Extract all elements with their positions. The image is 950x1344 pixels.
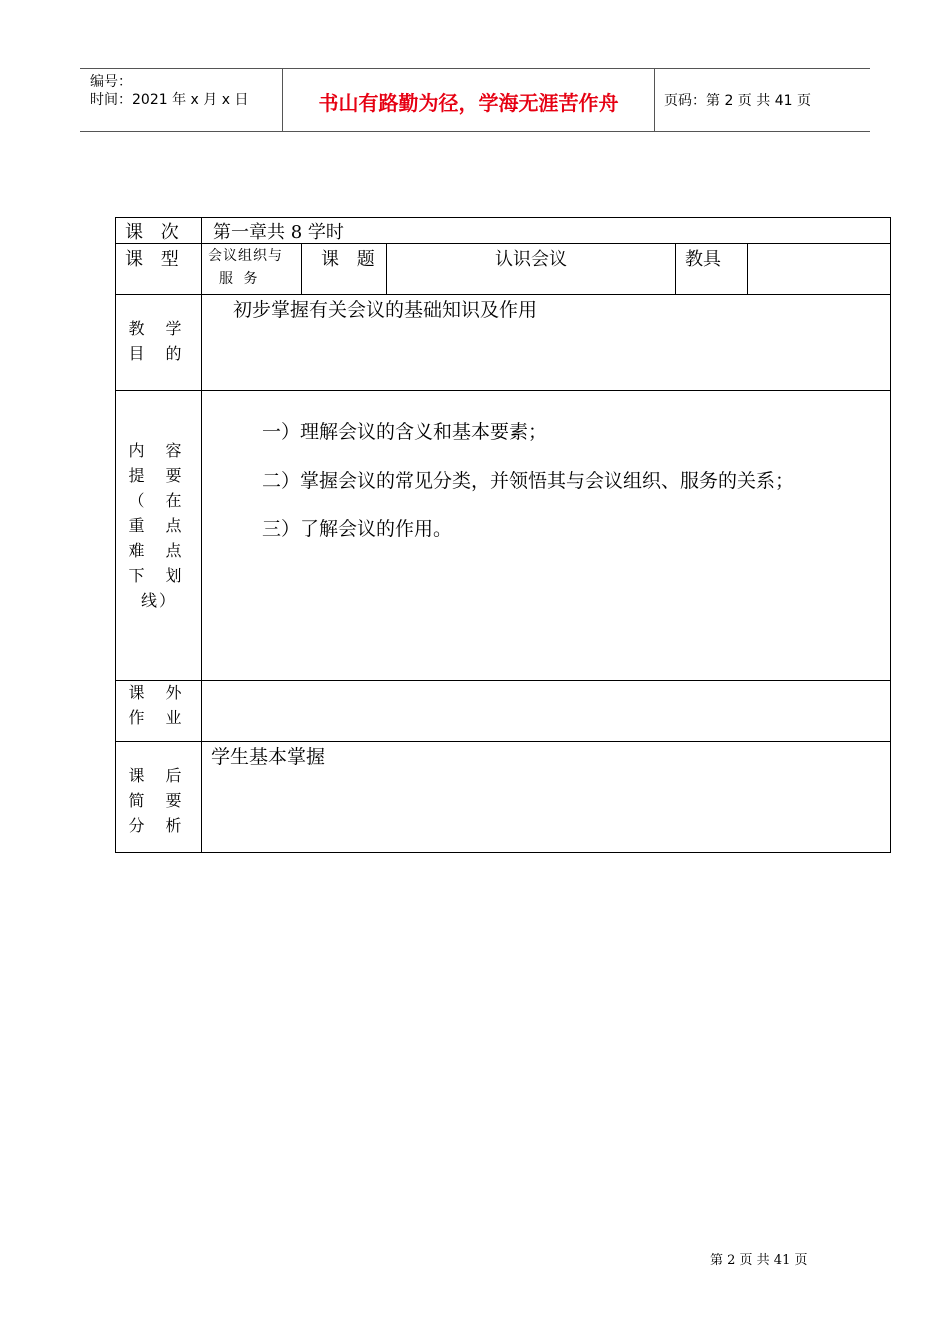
objective-label: 教 学 (128, 319, 190, 338)
homework-label: 课 外 (128, 683, 190, 702)
lesson-count-value: 第一章共 8 学时 (213, 222, 344, 243)
objective-text: 初步掌握有关会议的基础知识及作用 (233, 299, 538, 321)
content-item: 三）了解会议的作用。 (262, 518, 453, 540)
header-meta (80, 69, 282, 131)
content-label-cont: 重 点 (128, 516, 190, 535)
column-divider (675, 243, 676, 294)
content-label: 内 容 (128, 441, 190, 460)
header-motto-cell (282, 69, 655, 131)
column-divider (747, 243, 748, 294)
course-type-value-cont: 服 务 (219, 271, 261, 287)
topic-value: 认识会议 (495, 249, 567, 270)
homework-label-cont: 作 业 (128, 708, 190, 727)
analysis-text: 学生基本掌握 (211, 746, 326, 768)
content-label-cont: 线） (140, 591, 177, 610)
page-header (80, 68, 870, 132)
objective-label-cont: 目 的 (128, 344, 190, 363)
header-page-cell (655, 69, 870, 131)
analysis-label-cont: 分 析 (128, 816, 190, 835)
course-type-value: 会议组织与 (208, 248, 283, 264)
footer-page-number: 第 2 页 共 41 页 (710, 1253, 808, 1268)
course-type-label: 课 型 (125, 249, 185, 270)
content-label-cont: 难 点 (128, 541, 190, 560)
number-label: 编号： (90, 74, 132, 90)
analysis-label: 课 后 (128, 766, 190, 785)
time-label: 时间：2021 年 x 月 x 日 (90, 92, 249, 108)
content-label-cont: 下 划 (128, 566, 190, 585)
content-label-cont: （ 在 (128, 491, 190, 510)
topic-label: 课 题 (321, 249, 381, 270)
analysis-label-cont: 简 要 (128, 791, 190, 810)
row-divider (116, 680, 890, 681)
content-item: 二）掌握会议的常见分类，并领悟其与会议组织、服务的关系； (262, 470, 795, 492)
tools-label: 教具 (685, 249, 721, 270)
motto: 书山有路勤为径，学海无涯苦作舟 (318, 91, 619, 115)
header-page-info: 页码：第 2 页 共 41 页 (664, 93, 811, 109)
row-divider (116, 390, 890, 391)
lesson-count-label: 课 次 (125, 222, 185, 243)
column-divider (301, 243, 302, 294)
content-label-cont: 提 要 (128, 466, 190, 485)
lesson-plan-table (115, 217, 891, 853)
content-item: 一）理解会议的含义和基本要素； (262, 421, 548, 443)
